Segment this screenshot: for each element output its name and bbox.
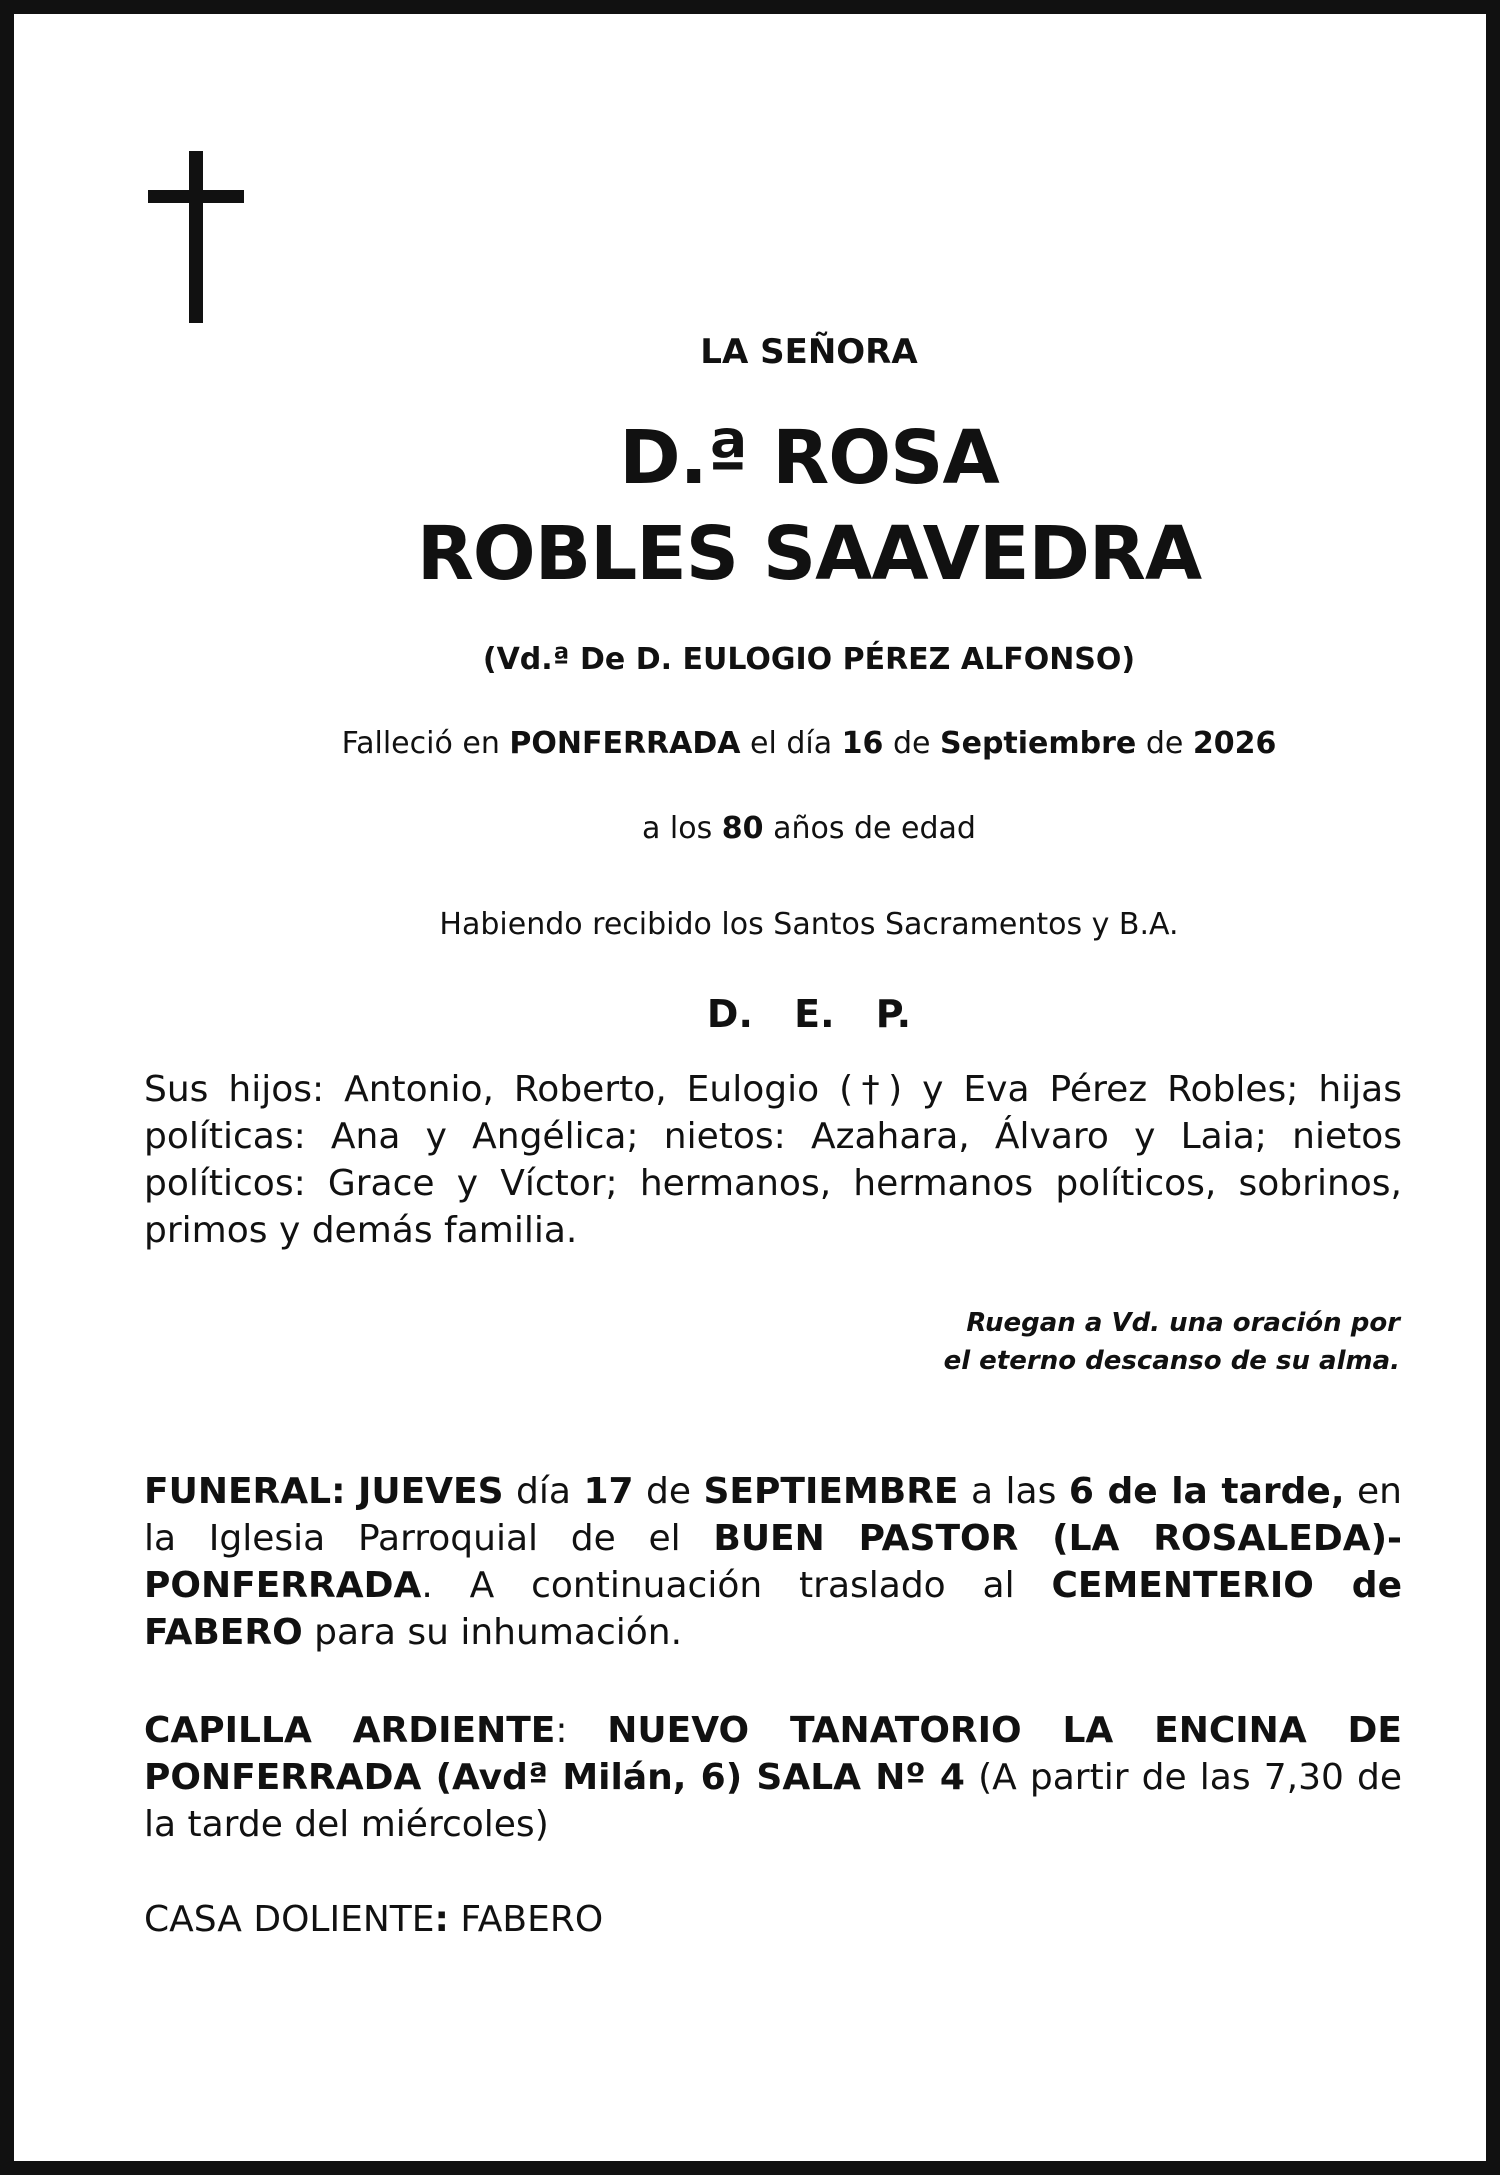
house-place: FABERO bbox=[448, 1899, 604, 1940]
title-la-senora: LA SEÑORA bbox=[700, 332, 918, 372]
prayer-line-2: el eterno descanso de su alma. bbox=[943, 1346, 1400, 1376]
prayer-line-1: Ruegan a Vd. una oración por bbox=[966, 1308, 1400, 1338]
death-place: PONFERRADA bbox=[509, 726, 741, 761]
widow-of: (Vd.ª De D. EULOGIO PÉREZ ALFONSO) bbox=[482, 642, 1136, 677]
prayer-request bbox=[714, 1304, 1400, 1380]
funeral-label: FUNERAL: bbox=[144, 1471, 346, 1512]
chapel-label: CAPILLA ARDIENTE bbox=[144, 1710, 556, 1751]
house-paragraph: CASA DOLIENTE: FABERO bbox=[144, 1899, 604, 1940]
dep-text: D. E. P. bbox=[706, 992, 912, 1036]
age-statement: a los 80 años de edad bbox=[642, 811, 976, 846]
cross-icon bbox=[148, 151, 244, 323]
death-month: Septiembre bbox=[940, 726, 1137, 761]
death-statement: Falleció en PONFERRADA el día 16 de Septiembre de 2026 bbox=[341, 726, 1277, 761]
deceased-name-line1: D.ª ROSA bbox=[619, 415, 999, 501]
age-value: 80 bbox=[721, 811, 764, 846]
chapel-place: NUEVO TANATORIO LA ENCINA DE PONFERRADA (Avdª Milán, 6) SALA Nº 4 bbox=[144, 1710, 1403, 1798]
death-day: 16 bbox=[841, 726, 884, 761]
church-name: BUEN PASTOR (LA ROSALEDA)-PONFERRADA bbox=[144, 1518, 1402, 1606]
family-paragraph: Sus hijos: Antonio, Roberto, Eulogio (†) y Eva Pérez Robles; hijas políticas: Ana y Angélica; nietos: Azahara, Álvaro y Laia; nietos políticos: Grace y Víctor; hermanos, hermanos políticos, sobrinos, primos y demás familia. bbox=[144, 1069, 1402, 1251]
death-year: 2026 bbox=[1192, 726, 1277, 761]
funeral-paragraph: FUNERAL: JUEVES día 17 de SEPTIEMBRE a las 6 de la tarde, en la Iglesia Parroquial de el BUEN PASTOR (LA ROSALEDA)-PONFERRADA. A continuación traslado al CEMENTERIO de FABERO para su inhumación. bbox=[144, 1471, 1402, 1653]
deceased-name-line2: ROBLES SAAVEDRA bbox=[416, 511, 1202, 597]
house-label: CASA DOLIENTE bbox=[144, 1899, 435, 1940]
sacraments-text: Habiendo recibido los Santos Sacramentos y B.A. bbox=[439, 907, 1179, 942]
chapel-paragraph: CAPILLA ARDIENTE: NUEVO TANATORIO LA ENCINA DE PONFERRADA (Avdª Milán, 6) SALA Nº 4 (A partir de las 7,30 de la tarde del miércoles) bbox=[144, 1710, 1403, 1845]
cemetery-name: CEMENTERIO de FABERO bbox=[144, 1565, 1402, 1653]
